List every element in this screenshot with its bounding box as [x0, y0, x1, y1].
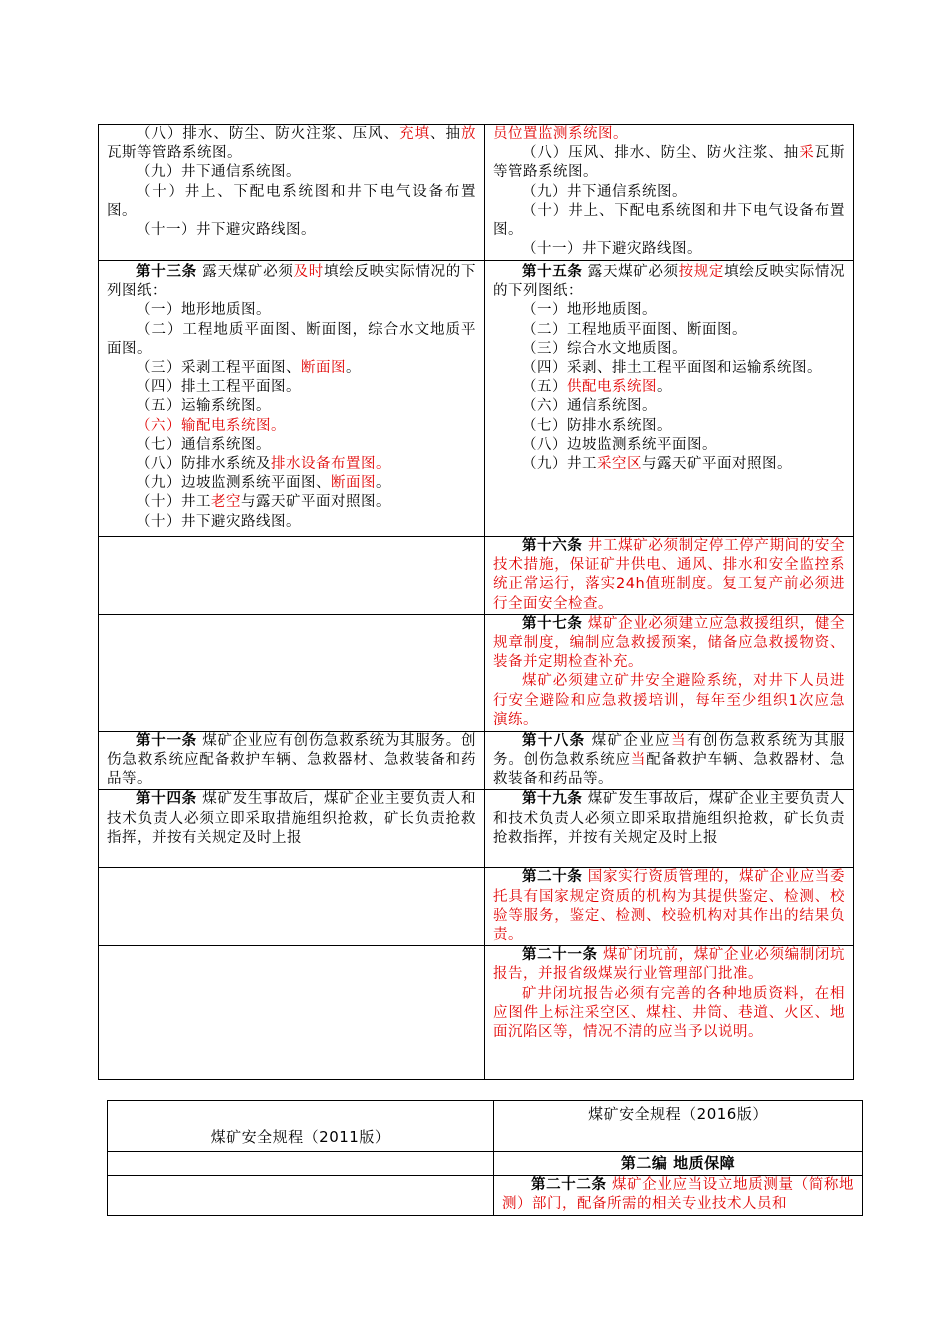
text-run: 瓦斯等管路系统图。: [107, 145, 242, 162]
text-run: 。: [346, 360, 361, 377]
cell-2011: [99, 731, 485, 790]
table-header-row: [108, 1101, 863, 1152]
cell-2011: [99, 125, 485, 261]
cell-2016: [485, 868, 854, 946]
text-run: 煤矿必须建立矿井安全避险系统，对井下人员进行安全避险和应急救援培训，每年至少组织1次应急演练。: [493, 673, 845, 728]
paragraph: [493, 301, 845, 320]
paragraph: [107, 183, 476, 221]
paragraph: [107, 474, 476, 493]
table-row: [99, 261, 854, 537]
cell-2011-empty: [99, 614, 485, 731]
text-run: 放: [461, 126, 476, 142]
cell-2011-empty: [108, 1176, 494, 1216]
paragraph: [493, 240, 845, 259]
table-row: [99, 946, 854, 1080]
article-number: 第二十二条: [531, 1177, 607, 1193]
paragraph: [493, 868, 845, 945]
cell-2016: [485, 261, 854, 537]
paragraph: [493, 202, 845, 240]
article-number: 第十六条: [522, 538, 583, 554]
text-run: 露天煤矿必须: [582, 264, 679, 280]
table-row: [99, 731, 854, 790]
cell-2011-empty: [108, 1152, 494, 1176]
cell-2016: [485, 614, 854, 731]
paragraph: [493, 340, 845, 359]
paragraph: [107, 163, 476, 182]
text-run: 煤矿闭坑前，煤矿企业必须编制闭坑报告，并报省级煤炭行业管理部门批准。: [493, 947, 846, 983]
cell-2011: [99, 261, 485, 537]
header-2011: [108, 1101, 494, 1152]
text-run: （九）井工: [522, 456, 597, 473]
text-run: 充填: [399, 126, 431, 142]
paragraph: [493, 183, 845, 202]
text-run: 采: [799, 145, 815, 162]
text-run: 煤矿发生事故后，煤矿企业主要负责人和技术负责人必须立即采取措施组织抢救，矿长负责抢救指挥，并按有关规定及时上报: [493, 791, 846, 846]
cell-2016: [485, 731, 854, 790]
text-run: 采空区: [597, 456, 642, 473]
text-run: 及时: [293, 264, 325, 280]
header-2011-label: 煤矿安全规程（2011版）: [210, 1127, 391, 1146]
text-run: （十）井下避灾路线图。: [136, 513, 301, 530]
text-run: 煤矿发生事故后，煤矿企业主要负责人和技术负责人必须立即采取措施组织抢救，矿长负责抢救指挥，并按有关规定及时上报: [107, 791, 476, 846]
cell-2011-empty: [99, 946, 485, 1080]
text-run: 与露天矿平面对照图。: [642, 456, 792, 473]
table-row: [99, 125, 854, 261]
text-run: （七）防排水系统图。: [522, 417, 672, 434]
paragraph: [107, 359, 476, 378]
paragraph: [107, 493, 476, 512]
text-run: （八）排水、防尘、防火注浆、压风、: [136, 126, 400, 142]
text-run: 当: [671, 732, 687, 749]
table-row: [99, 790, 854, 868]
paragraph: [493, 615, 845, 673]
comparison-table-1: [98, 124, 854, 1080]
text-run: （九）井下通信系统图。: [136, 164, 301, 181]
text-run: 煤矿企业应有创伤急救系统为其服务。创伤急救系统应配备救护车辆、急救器材、急救装备和药品等。: [107, 732, 476, 788]
article-number: 第二十一条: [522, 947, 598, 964]
text-run: （八）边坡监测系统平面图。: [522, 436, 717, 453]
text-run: 当: [630, 752, 647, 769]
text-run: 配备救护车辆、急救器材、急救装备和药品等。: [493, 752, 846, 788]
text-run: （三）采剥工程平面图、: [136, 360, 301, 377]
text-run: 矿井闭坑报告必须有完善的各种地质资料，在相应图件上标注采空区、煤柱、井筒、巷道、火区、地面沉陷区等，情况不清的应当予以说明。: [493, 985, 845, 1041]
article-number: 第二十条: [522, 869, 583, 886]
article-number: 第十一条: [136, 732, 197, 749]
text-run: 煤矿企业应当设立地质测量（简称地测）部门，配备所需的相关专业技术人员和: [502, 1177, 855, 1213]
paragraph: [493, 436, 845, 455]
cell-2016: [485, 125, 854, 261]
cell-2016: [485, 790, 854, 868]
text-run: （一）地形地质图。: [522, 302, 657, 319]
paragraph: [493, 125, 845, 144]
text-run: 按规定: [678, 264, 725, 280]
article-number: 第十九条: [522, 791, 583, 808]
paragraph: [107, 397, 476, 416]
text-run: 。: [376, 475, 391, 492]
cell-2016: [485, 946, 854, 1080]
section-heading-cell: [494, 1152, 863, 1176]
paragraph: [493, 359, 845, 378]
paragraph: [493, 790, 845, 848]
text-run: （二）工程地质平面图、断面图，综合水文地质平面图。: [107, 321, 476, 357]
paragraph: [107, 436, 476, 455]
paragraph: [502, 1176, 854, 1214]
text-run: （四）采剥、排土工程平面图和运输系统图。: [522, 360, 822, 377]
text-run: （三）综合水文地质图。: [522, 340, 687, 357]
text-run: 填绘反映实际情况的下列图纸：: [107, 264, 477, 300]
cell-2016: [494, 1176, 863, 1216]
text-run: （十）井上、下配电系统图和井下电气设备布置图。: [493, 202, 845, 239]
paragraph: [493, 378, 845, 397]
paragraph: [107, 790, 476, 848]
text-run: 。: [657, 379, 672, 396]
paragraph: [107, 378, 476, 397]
text-run: 煤矿企业必须建立应急救援组织，健全规章制度，编制应急救援预案，储备应急救援物资、装备并定期检查补充。: [493, 615, 846, 671]
cell-2011-empty: [99, 537, 485, 615]
text-run: 露天煤矿必须: [196, 264, 294, 280]
cell-2011: [99, 790, 485, 868]
text-run: 国家实行资质管理的，煤矿企业应当委托具有国家规定资质的机构为其提供鉴定、检测、校验等服务，鉴定、检测、校验机构对其作出的结果负责。: [493, 869, 846, 944]
text-run: 老空: [211, 494, 241, 511]
text-run: （一）地形地质图。: [136, 302, 271, 319]
text-run: 瓦斯等管路系统图。: [493, 145, 846, 181]
paragraph: [107, 455, 476, 474]
text-run: （十一）井下避灾路线图。: [136, 222, 316, 239]
article-number: 第十七条: [522, 615, 583, 632]
article-number: 第十八条: [522, 732, 586, 749]
article-number: 第十四条: [136, 791, 197, 808]
text-run: 填绘反映实际情况的下列图纸：: [493, 264, 846, 300]
text-run: （五）: [522, 379, 567, 396]
text-run: 排水设备布置图。: [271, 456, 391, 473]
text-run: 有创伤急救系统为其服务。创伤急救系统应: [493, 732, 846, 769]
paragraph: [107, 125, 476, 163]
paragraph: [107, 321, 476, 359]
paragraph: [493, 985, 845, 1043]
paragraph: [107, 417, 476, 436]
text-run: 煤矿企业应: [585, 732, 672, 749]
paragraph: [493, 455, 845, 474]
text-run: 供配电系统图: [567, 379, 657, 396]
text-run: （二）工程地质平面图、断面图。: [522, 321, 747, 338]
section-row: [108, 1152, 863, 1176]
table-row: [99, 868, 854, 946]
paragraph: [493, 732, 845, 790]
header-2016: [494, 1101, 863, 1152]
paragraph: [493, 263, 845, 301]
paragraph: [493, 537, 845, 614]
text-run: 与露天矿平面对照图。: [241, 494, 391, 511]
comparison-table-2: [107, 1100, 863, 1216]
table-row: [99, 537, 854, 615]
table-row: [99, 614, 854, 731]
header-2016-label: 煤矿安全规程（2016版）: [588, 1105, 768, 1123]
section-heading: 第二编 地质保障: [620, 1154, 736, 1172]
paragraph: [493, 672, 845, 730]
article-number: 第十五条: [522, 264, 583, 280]
text-run: （八）压风、排水、防尘、防火注浆、抽: [522, 145, 800, 162]
text-run: 断面图: [301, 360, 346, 377]
text-run: （九）井下通信系统图。: [522, 183, 687, 200]
text-run: 断面图: [331, 475, 376, 492]
text-run: （十）井上、下配电系统图和井下电气设备布置图。: [107, 183, 476, 219]
paragraph: [493, 417, 845, 436]
text-run: 井工煤矿必须制定停工停产期间的安全技术措施，保证矿井供电、通风、排水和安全监控系统正常运行，落实24h值班制度。复工复产前必须进行全面安全检查。: [493, 538, 846, 612]
text-run: （五）运输系统图。: [136, 398, 271, 415]
text-run: （九）边坡监测系统平面图、: [136, 475, 331, 492]
cell-2016: [485, 537, 854, 615]
paragraph: [493, 144, 845, 182]
paragraph: [107, 263, 476, 301]
text-run: （七）通信系统图。: [136, 436, 271, 453]
text-run: 、抽: [430, 126, 461, 142]
text-run: （六）输配电系统图。: [136, 417, 286, 434]
paragraph: [493, 946, 845, 984]
paragraph: [493, 321, 845, 340]
text-run: （六）通信系统图。: [522, 398, 657, 415]
article-number: 第十三条: [136, 264, 197, 280]
text-run: （四）排土工程平面图。: [136, 379, 301, 396]
text-run: （十一）井下避灾路线图。: [522, 241, 702, 258]
paragraph: [493, 397, 845, 416]
text-run: （八）防排水系统及: [136, 456, 271, 473]
text-run: （十）井工: [136, 494, 211, 511]
paragraph: [107, 221, 476, 240]
cell-2011-empty: [99, 868, 485, 946]
table-row: [108, 1176, 863, 1216]
paragraph: [107, 513, 476, 532]
text-run: 员位置监测系统图。: [493, 126, 628, 142]
paragraph: [107, 301, 476, 320]
paragraph: [107, 732, 476, 790]
